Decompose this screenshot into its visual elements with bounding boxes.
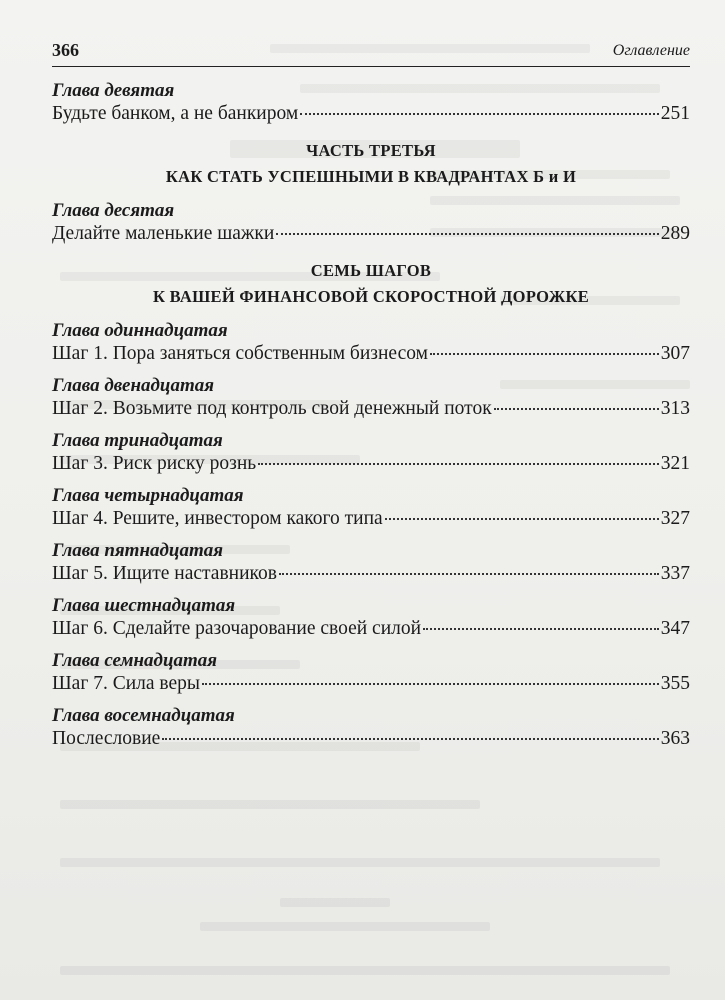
toc-line — [52, 672, 690, 696]
toc-entry — [52, 375, 690, 421]
entry-title: Шаг 6. Сделайте разочарование своей силой — [52, 618, 422, 639]
leader-dots — [423, 626, 659, 630]
entry-title: Послесловие — [52, 728, 161, 749]
entry-title: Шаг 4. Решите, инвестором какого типа — [52, 508, 383, 529]
leader-dots — [300, 111, 659, 115]
chapter-label: Глава тринадцатая — [52, 430, 223, 451]
entry-page: 327 — [660, 508, 690, 529]
entry-page: 313 — [660, 398, 690, 419]
part-subtitle: КАК СТАТЬ УСПЕШНЫМИ В КВАДРАНТАХ Б и И — [165, 167, 577, 186]
toc-entry — [52, 320, 690, 366]
leader-dots — [258, 461, 659, 465]
toc-entry — [52, 705, 690, 751]
part-heading-block — [52, 258, 690, 310]
entry-title: Шаг 2. Возьмите под контроль свой денежный поток — [52, 398, 492, 419]
part-heading-block — [52, 138, 690, 190]
toc-entry — [52, 540, 690, 586]
toc-line — [52, 727, 690, 751]
entry-page: 347 — [660, 618, 690, 639]
leader-dots — [279, 571, 659, 575]
toc-entry — [52, 595, 690, 641]
chapter-label: Глава семнадцатая — [52, 650, 218, 671]
entry-title: Шаг 3. Риск риску рознь — [52, 453, 257, 474]
toc-line — [52, 342, 690, 366]
toc-line — [52, 222, 690, 246]
entry-title: Шаг 1. Пора заняться собственным бизнесом — [52, 343, 428, 364]
chapter-label: Глава двенадцатая — [52, 375, 215, 396]
toc-line — [52, 562, 690, 586]
toc-entry — [52, 485, 690, 531]
table-of-contents — [52, 80, 690, 760]
leader-dots — [162, 736, 658, 740]
toc-line — [52, 397, 690, 421]
toc-line — [52, 452, 690, 476]
entry-page: 251 — [660, 103, 690, 124]
chapter-label: Глава пятнадцатая — [52, 540, 224, 561]
toc-entry — [52, 80, 690, 126]
entry-title: Будьте банком, а не банкиром — [52, 103, 299, 124]
entry-title: Шаг 5. Ищите наставников — [52, 563, 277, 584]
toc-entry — [52, 650, 690, 696]
toc-line — [52, 617, 690, 641]
chapter-label: Глава шестнадцатая — [52, 595, 236, 616]
part-subtitle: К ВАШЕЙ ФИНАНСОВОЙ СКОРОСТНОЙ ДОРОЖКЕ — [152, 287, 590, 306]
entry-page: 337 — [660, 563, 690, 584]
entry-page: 363 — [660, 728, 690, 749]
toc-line — [52, 507, 690, 531]
page-header — [52, 40, 690, 67]
entry-title: Делайте маленькие шажки — [52, 223, 275, 244]
chapter-label: Глава девятая — [52, 80, 175, 101]
entry-title: Шаг 7. Сила веры — [52, 673, 201, 694]
toc-line — [52, 102, 690, 126]
entry-page: 307 — [660, 343, 690, 364]
leader-dots — [202, 681, 659, 685]
part-title: СЕМЬ ШАГОВ — [310, 261, 432, 280]
chapter-label: Глава восемнадцатая — [52, 705, 235, 726]
leader-dots — [276, 231, 658, 235]
leader-dots — [494, 406, 659, 410]
leader-dots — [430, 351, 659, 355]
chapter-label: Глава четырнадцатая — [52, 485, 244, 506]
part-title: ЧАСТЬ ТРЕТЬЯ — [306, 141, 436, 160]
entry-page: 289 — [660, 223, 690, 244]
toc-entry — [52, 430, 690, 476]
chapter-label: Глава десятая — [52, 200, 175, 221]
leader-dots — [385, 516, 659, 520]
running-title: Оглавление — [612, 42, 690, 59]
entry-page: 321 — [660, 453, 690, 474]
chapter-label: Глава одиннадцатая — [52, 320, 228, 341]
toc-entry — [52, 200, 690, 246]
page-number: 366 — [52, 40, 79, 60]
entry-page: 355 — [660, 673, 690, 694]
